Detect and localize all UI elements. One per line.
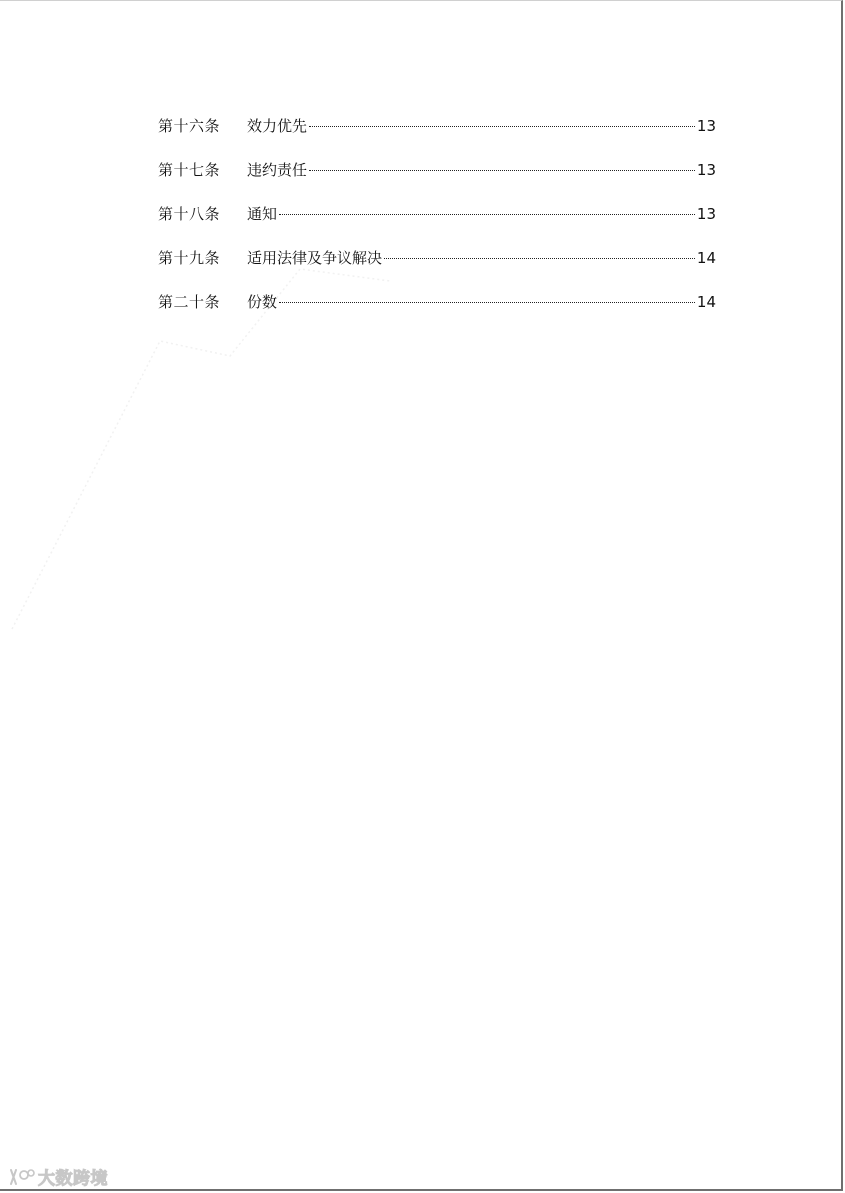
toc-page-number: 14 (696, 293, 716, 311)
table-of-contents (158, 115, 716, 335)
watermark-logo-icon (8, 1166, 36, 1188)
watermark (8, 1164, 108, 1189)
toc-page-number: 13 (696, 205, 716, 223)
toc-dot-leader (309, 170, 695, 171)
toc-entry-title: 份数 (247, 293, 278, 311)
toc-entry[interactable] (158, 115, 716, 159)
toc-entry-title: 适用法律及争议解决 (247, 249, 383, 267)
toc-entry-title: 违约责任 (247, 161, 308, 179)
toc-article-number: 第十九条 (158, 249, 221, 267)
toc-page-number: 13 (696, 117, 716, 135)
toc-entry[interactable] (158, 159, 716, 203)
toc-article-number: 第十六条 (158, 117, 221, 135)
toc-entry-title: 通知 (247, 205, 278, 223)
toc-article-number: 第十八条 (158, 205, 221, 223)
toc-entry[interactable] (158, 247, 716, 291)
toc-dot-leader (309, 126, 695, 127)
toc-page-number: 13 (696, 161, 716, 179)
toc-dot-leader (279, 214, 695, 215)
watermark-text: 大数跨境 (38, 1169, 108, 1189)
toc-page-number: 14 (696, 249, 716, 267)
toc-entry-title: 效力优先 (247, 117, 308, 135)
toc-entry[interactable] (158, 291, 716, 335)
toc-entry[interactable] (158, 203, 716, 247)
toc-dot-leader (384, 258, 695, 259)
toc-dot-leader (279, 302, 695, 303)
toc-article-number: 第十七条 (158, 161, 221, 179)
toc-article-number: 第二十条 (158, 293, 221, 311)
